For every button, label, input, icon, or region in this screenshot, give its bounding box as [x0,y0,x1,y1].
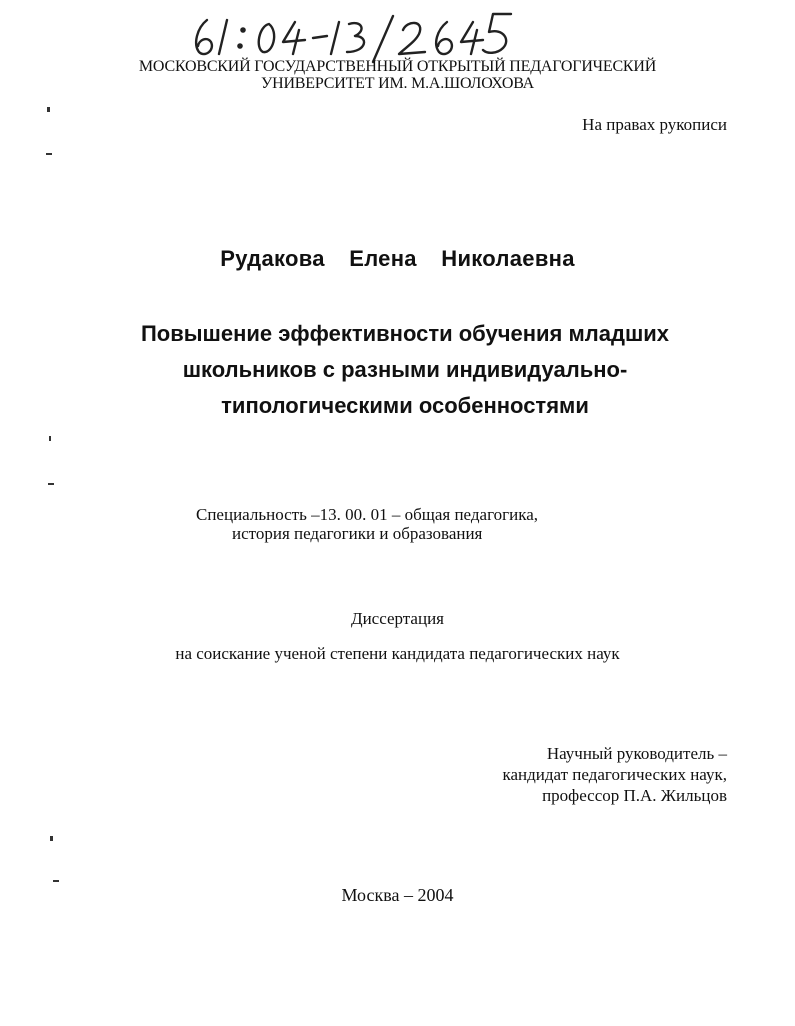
supervisor-line-1: Научный руководитель – [546,744,727,763]
scan-speck [49,436,51,441]
scan-speck [48,483,54,485]
title-line-3: типологическими особенностями [221,393,589,418]
specialty-line-1: Специальность –13. 00. 01 – общая педагогика, [196,505,538,524]
dissertation-title [100,316,710,424]
institution-name [0,58,795,92]
title-line-2: школьников с разными индивидуально- [182,357,628,382]
specialty-line-2: история педагогики и образования [232,524,483,543]
institution-line-1: МОСКОВСКИЙ ГОСУДАРСТВЕННЫЙ ОТКРЫТЫЙ ПЕДАГОГИЧЕСКИЙ [138,58,657,75]
supervisor-block [502,743,727,806]
scan-speck [46,153,52,155]
scan-speck [50,836,53,841]
supervisor-line-3: профессор П.А. Жильцов [542,786,727,805]
specialty-block [196,505,538,543]
degree-purpose: на соискание ученой степени кандидата педагогических наук [175,644,620,663]
city-and-year: Москва – 2004 [341,885,454,905]
author-name: Рудакова Елена Николаевна [220,246,575,271]
scan-speck [53,880,59,882]
title-line-1: Повышение эффективности обучения младших [140,321,670,346]
institution-line-2: УНИВЕРСИТЕТ ИМ. М.А.ШОЛОХОВА [260,75,535,92]
supervisor-line-2: кандидат педагогических наук, [502,765,727,784]
scan-speck [47,107,50,112]
manuscript-rights-note: На правах рукописи [582,115,727,134]
document-type: Диссертация [350,609,444,628]
